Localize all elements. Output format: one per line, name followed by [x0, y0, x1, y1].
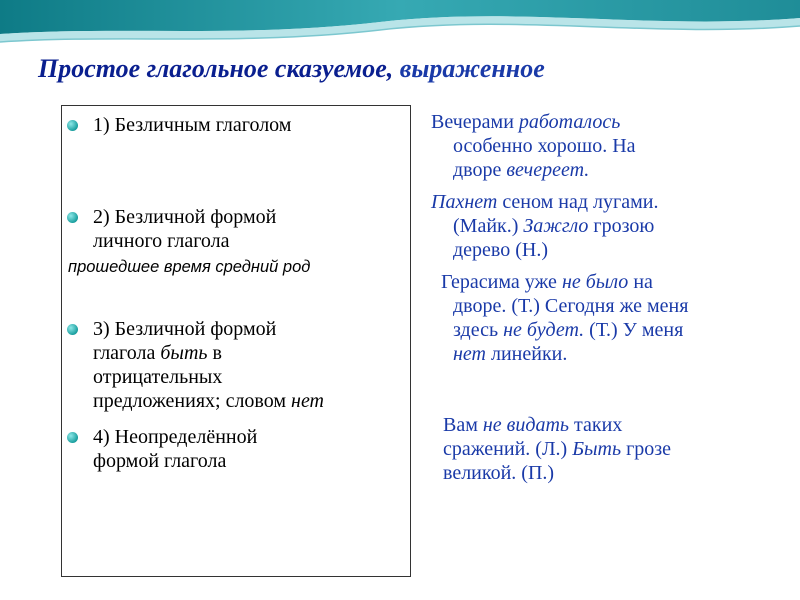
example-2: [431, 190, 771, 262]
list-item-text: 4) Неопределённой: [93, 426, 258, 448]
bullet-icon: [67, 212, 78, 223]
list-item-text: предложениях; словом: [93, 390, 292, 412]
slide-title: [38, 54, 545, 84]
example-emphasis: нет: [453, 343, 486, 365]
list-item-text-italic: нет: [291, 390, 324, 412]
example-emphasis: Зажгло: [523, 215, 589, 237]
example-text: (Т.) У меня: [584, 319, 684, 341]
bullet-icon: [67, 324, 78, 335]
example-text: Герасима уже: [441, 271, 562, 293]
example-text: здесь: [453, 319, 504, 341]
list-item-text: 3) Безличной формой: [93, 318, 277, 340]
example-emphasis: не видать: [482, 414, 570, 436]
example-emphasis: Быть: [572, 438, 622, 460]
bullet-icon: [67, 120, 78, 131]
example-1: [431, 110, 771, 182]
list-item-1: [93, 113, 408, 137]
example-text: Вечерами: [431, 111, 519, 133]
example-emphasis: не было: [561, 271, 629, 293]
list-item-text: формой глагола: [93, 450, 227, 472]
title-part-2: выраженное: [393, 54, 545, 83]
example-emphasis: работалось: [518, 111, 621, 133]
list-item-text: 1) Безличным глаголом: [93, 114, 292, 136]
example-text: великой. (П.): [443, 462, 555, 484]
list-item-text: в: [207, 342, 222, 364]
list-item-text-italic: быть: [160, 342, 208, 364]
example-4: [443, 413, 783, 485]
list-item-2: [93, 205, 408, 253]
header-wave-decoration: [0, 0, 800, 60]
example-text: Вам: [443, 414, 483, 436]
example-text: сражений. (Л.): [443, 438, 573, 460]
title-part-1: Простое глагольное сказуемое,: [38, 54, 394, 83]
example-text: на: [628, 271, 653, 293]
sublabel: прошедшее время средний род: [68, 258, 311, 276]
list-item-text: глагола: [93, 342, 161, 364]
example-text: грозе: [621, 438, 672, 460]
example-emphasis: вечереет.: [506, 159, 590, 181]
example-text: дворе: [453, 159, 507, 181]
example-text: сеном над лугами.: [497, 191, 659, 213]
example-text: дерево (Н.): [453, 239, 548, 261]
example-text: дворе. (Т.) Сегодня же меня: [453, 295, 689, 317]
bullet-icon: [67, 432, 78, 443]
example-text: линейки.: [485, 343, 568, 365]
list-item-text: личного глагола: [93, 230, 230, 252]
list-item-4: [93, 425, 408, 473]
list-item-text: 2) Безличной формой: [93, 206, 277, 228]
example-text: таких: [569, 414, 623, 436]
example-text: (Майк.): [453, 215, 524, 237]
example-emphasis: не будет.: [503, 319, 585, 341]
list-item-3: [93, 317, 408, 413]
example-emphasis: Пахнет: [431, 191, 498, 213]
example-3: [441, 270, 781, 366]
example-text: грозою: [588, 215, 655, 237]
example-text: особенно хорошо. На: [453, 135, 636, 157]
list-item-text: отрицательных: [93, 366, 223, 388]
